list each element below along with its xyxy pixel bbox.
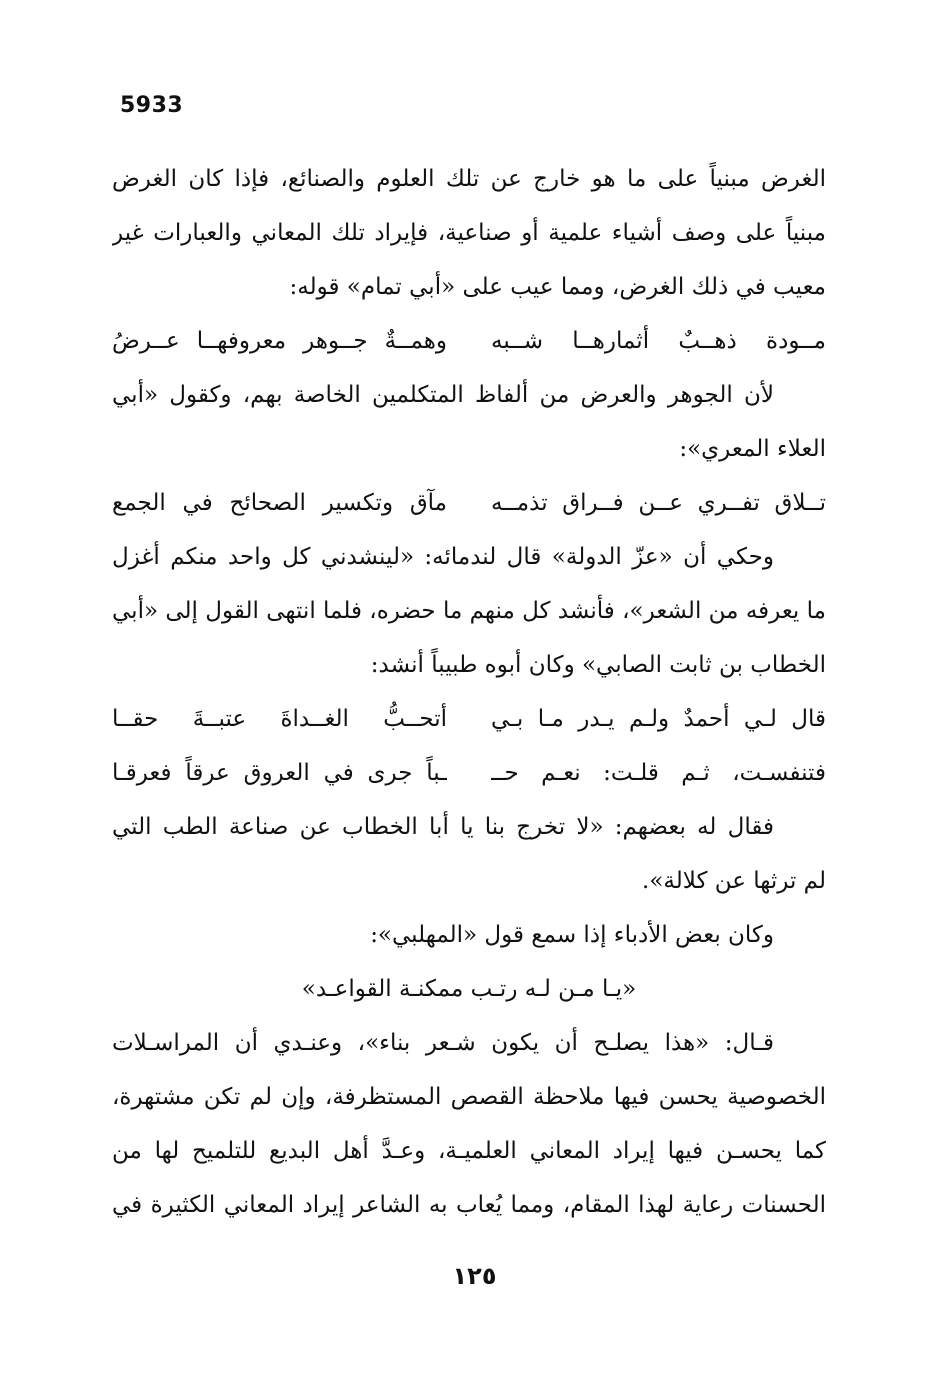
text-line: الحسنات رعاية لهذا المقام، ومما يُعاب به الشاعر إيراد المعاني الكثيرة في xyxy=(112,1192,826,1218)
verse-second-hemistich: أتحــبُّ الغــداةَ عتبــةَ حقــا xyxy=(112,706,447,732)
verse-first-hemistich: قال لـي أحمدٌ ولـم يـدر مـا بـي xyxy=(491,706,826,732)
verse-second-hemistich: وهمــةٌ جــوهر معروفهــا عــرضُ xyxy=(112,328,447,354)
text-line: الخصوصية يحسن فيها ملاحظة القصص المستظرفة، وإن لم تكن مشتهرة، xyxy=(112,1084,826,1110)
page-number: ١٢٥ xyxy=(452,1262,497,1290)
text-line: وكان بعض الأدباء إذا سمع قول «المهلبي»: xyxy=(370,922,774,948)
text-line: الغرض مبنياً على ما هو خارج عن تلك العلوم والصنائع، فإذا كان الغرض xyxy=(112,166,826,192)
verse-first-hemistich: تــلاق تفــري عــن فــراق تذمــه xyxy=(491,490,826,516)
verse-line xyxy=(112,692,826,746)
quoted-verse-line: «يـا مـن لـه رتـب ممكنـة القواعـد» xyxy=(301,976,637,1002)
verse-line xyxy=(112,476,826,530)
text-line: لم ترثها عن كلالة». xyxy=(642,868,826,894)
verse-second-hemistich: ـباً جرى في العروق عرقاً فعرقـا xyxy=(112,760,447,786)
page-body xyxy=(112,152,826,1232)
text-line: ما يعرفه من الشعر»، فأنشد كل منهم ما حضره، فلما انتهى القول إلى «أبي xyxy=(112,598,826,624)
verse-line xyxy=(112,314,826,368)
verse-first-hemistich: مــودة ذهــبٌ أثمارهــا شــبه xyxy=(491,328,826,354)
verse-first-hemistich: فتنفسـت، ثـم قلـت: نعـم حــ xyxy=(491,760,826,786)
text-line: لأن الجوهر والعرض من ألفاظ المتكلمين الخاصة بهم، وكقول «أبي xyxy=(112,382,774,408)
verse-line xyxy=(112,746,826,800)
text-line: قـال: «هذا يصلـح أن يكون شـعر بناء»، وعنـدي أن المراسـلات xyxy=(112,1030,774,1056)
text-line: مبنياً على وصف أشياء علمية أو صناعية، فإيراد تلك المعاني والعبارات غير xyxy=(112,220,826,246)
text-line: فقال له بعضهم: «لا تخرج بنا يا أبا الخطاب عن صناعة الطب التي xyxy=(112,814,774,840)
text-line: العلاء المعري»: xyxy=(679,436,826,462)
text-line: معيب في ذلك الغرض، ومما عيب على «أبي تمام» قوله: xyxy=(289,274,826,300)
text-line: وحكي أن «عزّ الدولة» قال لندمائه: «لينشدني كل واحد منكم أغزل xyxy=(112,544,774,570)
text-line: الخطاب بن ثابت الصابي» وكان أبوه طبيباً أنشد: xyxy=(370,652,826,678)
verse-second-hemistich: مآق وتكسير الصحائح في الجمع xyxy=(112,490,447,516)
text-line: كما يحسـن فيها إيراد المعاني العلميـة، وعـدَّ أهل البديع للتلميح لها من xyxy=(112,1138,826,1164)
archive-stamp-number: 5933 xyxy=(120,93,184,118)
